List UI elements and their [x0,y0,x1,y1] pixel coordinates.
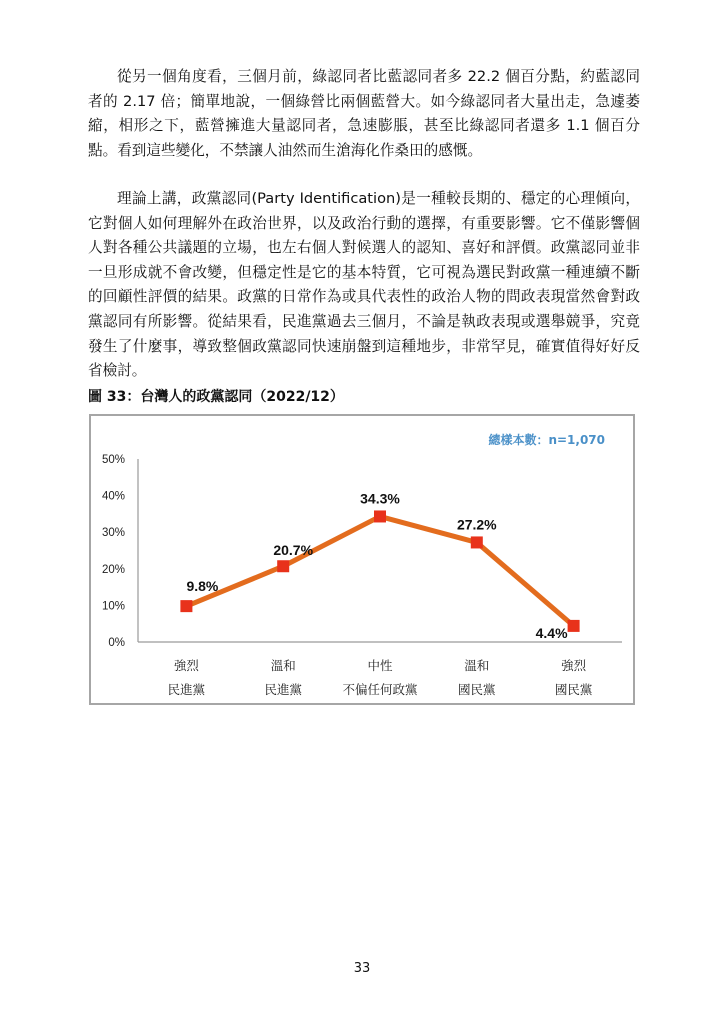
x-category-label: 國民黨 [554,682,593,697]
x-category-label: 民進黨 [264,682,302,697]
x-category-label: 溫和 [464,658,490,673]
data-point-marker [180,600,192,612]
x-category-label: 國民黨 [458,682,496,697]
x-category-label: 中性 [367,658,393,673]
sample-size-note: 總樣本數：n=1,070 [488,433,605,447]
x-category-label: 強烈 [173,658,199,673]
data-label: 20.7% [273,542,314,559]
x-category-label: 民進黨 [167,682,206,697]
y-tick-label: 0% [108,637,125,649]
y-tick-label: 10% [101,600,125,613]
data-label: 27.2% [456,516,497,533]
data-point-marker [374,510,386,522]
x-category-label: 溫和 [270,658,296,673]
y-tick-label: 30% [101,527,125,540]
y-tick-label: 40% [101,490,125,503]
figure-caption: 圖 33：台灣人的政黨認同（2022/12） [88,389,344,405]
data-label: 9.8% [186,578,219,595]
line-chart [89,414,635,705]
chart-canvas [91,416,633,703]
body-paragraph-2: 理論上講，政黨認同(Party Identification)是一種較長期的、穩定的心理傾向，它對個人如何理解外在政治世界，以及政治行動的選擇，有重要影響。它不僅影響個人對各種公共議題的立場，也左右個人對候選人的認知、喜好和評價。政黨認同並非一旦形成就不會改變，但穩定性是它的基本特質，它可視為選民對政黨一種連續不斷的回顧性評價的結果。政黨的日常作為或具代表性的政治人物的問政表現當然會對政黨認同有所影響。從結果看，民進黨過去三個月，不論是執政表現或選舉競爭，究竟發生了什麼事，導致整個政黨認同快速崩盤到這種地步，非常罕見，確實值得好好反省檢討。 [88,190,640,380]
data-point-marker [568,620,580,632]
series-line [186,516,573,625]
body-paragraph-1: 從另一個角度看，三個月前，綠認同者比藍認同者多 22.2 個百分點，約藍認同者的 2.17 倍；簡單地說，一個綠營比兩個藍營大。如今綠認同者大量出走，急遽萎縮，相形之下，藍營擁進大量認同者，急速膨脹，甚至比綠認同者還多 1.1 個百分點。看到這些變化，不禁讓人油然而生滄海化作桑田的感慨。 [88,68,640,159]
data-label: 4.4% [535,624,568,641]
data-point-marker [471,536,483,548]
page-number: 33 [353,961,371,976]
y-tick-label: 50% [101,454,125,466]
x-category-label: 強烈 [561,658,587,673]
y-tick-label: 20% [101,563,125,576]
x-category-label: 不偏任何政黨 [342,682,418,697]
data-label: 34.3% [360,490,400,507]
data-point-marker [277,560,289,572]
